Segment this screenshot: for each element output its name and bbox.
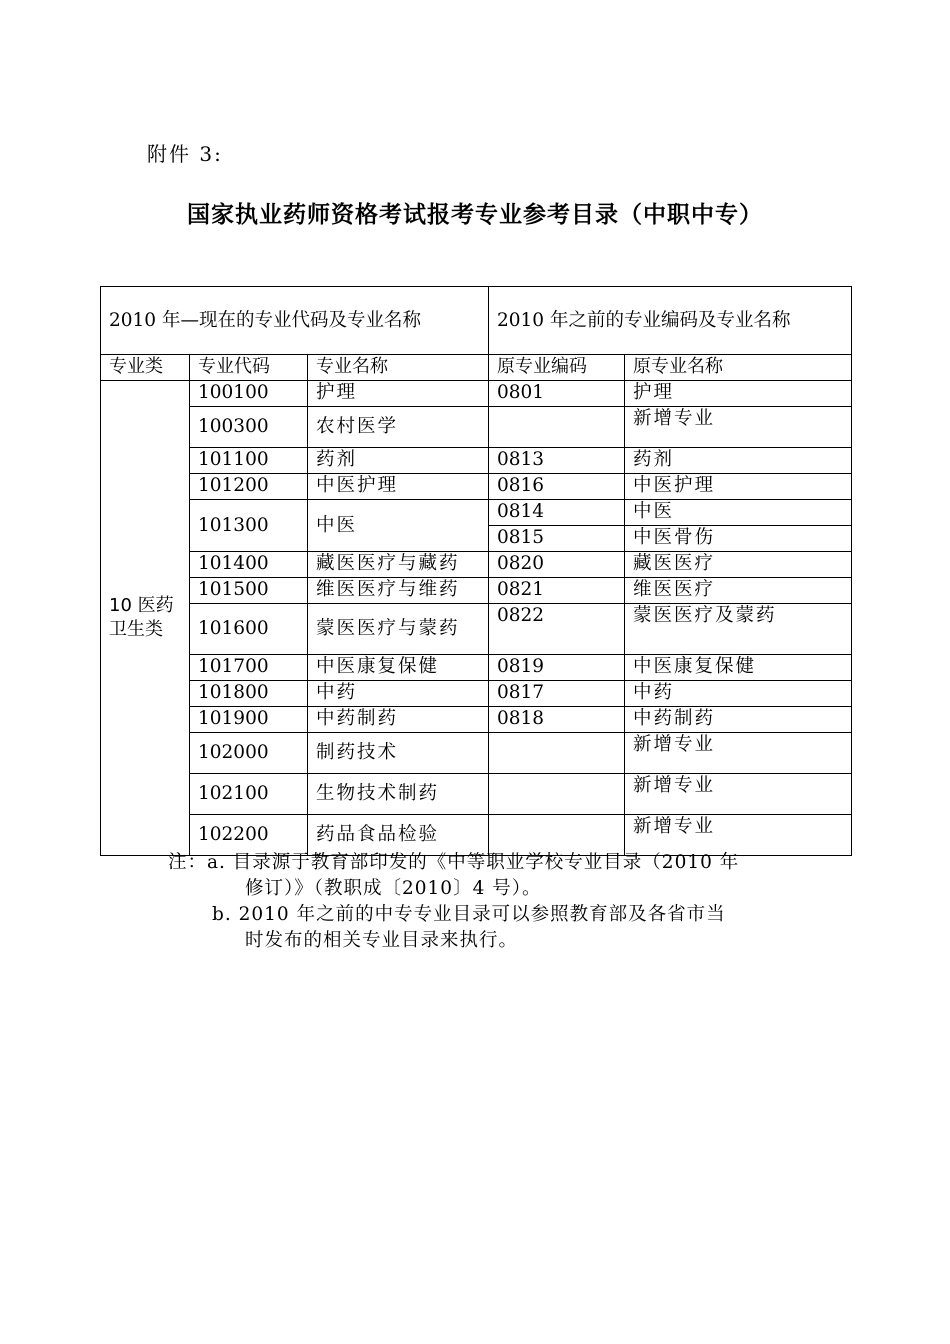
old-major-code: 0816: [489, 474, 625, 500]
note-line: 修订）》（教职成〔2010〕4 号）。: [245, 878, 542, 899]
table-row: [101, 407, 852, 448]
major-name: 生物技术制药: [308, 774, 489, 815]
major-code: 102100: [190, 774, 308, 815]
major-code: 102200: [190, 815, 308, 856]
old-major-name: 新增专业: [625, 815, 852, 856]
major-code: 101400: [190, 552, 308, 578]
major-name: 蒙医医疗与蒙药: [308, 604, 489, 655]
major-code: 101200: [190, 474, 308, 500]
major-code: 102000: [190, 733, 308, 774]
old-major-code: [489, 733, 625, 774]
column-header-row: [101, 355, 852, 381]
old-major-name: 中医护理: [625, 474, 852, 500]
major-name: 中医: [308, 500, 489, 552]
attachment-label: 附件 3:: [147, 142, 223, 166]
notes: [168, 850, 739, 954]
note-line: 注：a. 目录源于教育部印发的《中等职业学校专业目录（2010 年: [168, 852, 740, 873]
header-old-name: 原专业名称: [625, 355, 852, 381]
table-row: [101, 500, 852, 526]
old-major-name: 新增专业: [625, 407, 852, 448]
major-name: 中药: [308, 681, 489, 707]
major-code: 100300: [190, 407, 308, 448]
major-code: 101600: [190, 604, 308, 655]
major-code: 101700: [190, 655, 308, 681]
header-code: 专业代码: [190, 355, 308, 381]
old-major-name: 药剂: [625, 448, 852, 474]
table-row: [101, 655, 852, 681]
old-major-code: 0819: [489, 655, 625, 681]
table-row: [101, 604, 852, 655]
old-major-name: 藏医医疗: [625, 552, 852, 578]
old-major-code: 0801: [489, 381, 625, 407]
old-major-code: 0821: [489, 578, 625, 604]
major-catalog-table: [100, 286, 852, 856]
major-code: 101800: [190, 681, 308, 707]
major-name: 维医医疗与维药: [308, 578, 489, 604]
old-major-name: 中医康复保健: [625, 655, 852, 681]
group-header-previous: 2010 年之前的专业编码及专业名称: [489, 287, 852, 355]
table-row: [101, 448, 852, 474]
old-major-name: 维医医疗: [625, 578, 852, 604]
major-code: 101900: [190, 707, 308, 733]
old-major-name: 中医: [625, 500, 852, 526]
old-major-name: 新增专业: [625, 774, 852, 815]
category-cell: 10 医药卫生类: [101, 381, 190, 856]
old-major-code: 0813: [489, 448, 625, 474]
table-row: [101, 707, 852, 733]
major-name: 药剂: [308, 448, 489, 474]
old-major-code: 0820: [489, 552, 625, 578]
major-code: 101300: [190, 500, 308, 552]
old-major-code: [489, 774, 625, 815]
table-row: [101, 681, 852, 707]
major-name: 藏医医疗与藏药: [308, 552, 489, 578]
table-row: [101, 381, 852, 407]
old-major-name: 护理: [625, 381, 852, 407]
major-code: 100100: [190, 381, 308, 407]
table-row: [101, 552, 852, 578]
major-code: 101100: [190, 448, 308, 474]
old-major-name: 新增专业: [625, 733, 852, 774]
group-header-row: [101, 287, 852, 355]
note-line: 时发布的相关专业目录来执行。: [245, 930, 519, 951]
major-code: 101500: [190, 578, 308, 604]
note-line: b. 2010 年之前的中专专业目录可以参照教育部及各省市当: [212, 904, 726, 925]
old-major-name: 中医骨伤: [625, 526, 852, 552]
old-major-code: 0822: [489, 604, 625, 655]
old-major-code: [489, 407, 625, 448]
major-name: 护理: [308, 381, 489, 407]
group-header-current: 2010 年—现在的专业代码及专业名称: [101, 287, 489, 355]
major-name: 农村医学: [308, 407, 489, 448]
table-row: [101, 474, 852, 500]
header-old-code: 原专业编码: [489, 355, 625, 381]
old-major-code: 0818: [489, 707, 625, 733]
header-name: 专业名称: [308, 355, 489, 381]
old-major-name: 中药制药: [625, 707, 852, 733]
major-name: 中药制药: [308, 707, 489, 733]
old-major-code: 0814: [489, 500, 625, 526]
major-name: 中医康复保健: [308, 655, 489, 681]
table-row: [101, 733, 852, 774]
major-name: 中医护理: [308, 474, 489, 500]
old-major-name: 中药: [625, 681, 852, 707]
old-major-name: 蒙医医疗及蒙药: [625, 604, 852, 655]
table-row: [101, 578, 852, 604]
header-category: 专业类: [101, 355, 190, 381]
major-name: 药品食品检验: [308, 815, 489, 856]
old-major-code: 0817: [489, 681, 625, 707]
old-major-code: 0815: [489, 526, 625, 552]
document-title: 国家执业药师资格考试报考专业参考目录（中职中专）: [187, 201, 763, 228]
major-name: 制药技术: [308, 733, 489, 774]
table-row: [101, 774, 852, 815]
